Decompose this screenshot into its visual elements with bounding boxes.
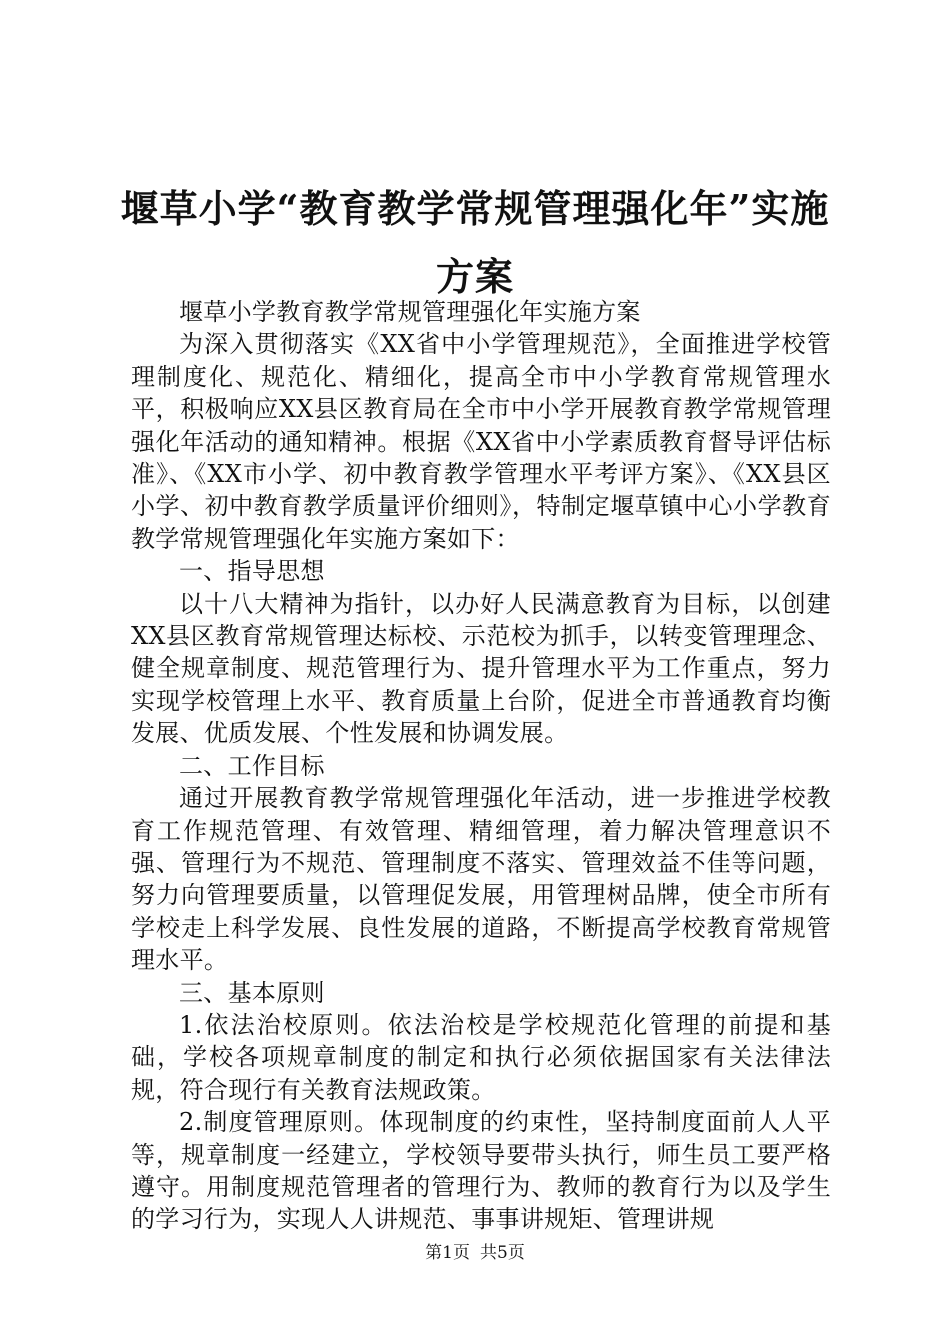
document-body [131,296,831,1236]
page-number: 第1页 [425,1243,470,1263]
paragraph-principle-2: 2.制度管理原则。体现制度的约束性，坚持制度面前人人平等，规章制度一经建立，学校领导要带头执行，师生员工要严格遵守。用制度规范管理者的管理行为、教师的教育行为以及学生的学习行为，实现人人讲规范、事事讲规矩、管理讲规 [131,1108,831,1234]
document-title: 堰草小学“教育教学常规管理强化年”实施方案 [120,186,830,300]
section-heading-guiding-ideology: 一、指导思想 [179,557,325,586]
page-footer [0,1241,950,1265]
paragraph-guiding-ideology: 以十八大精神为指针，以办好人民满意教育为目标，以创建XX县区教育常规管理达标校、示范校为抓手，以转变管理理念、健全规章制度、规范管理行为、提升管理水平为工作重点，努力实现学校管理上水平、教育质量上台阶，促进全市普通教育均衡发展、优质发展、个性发展和协调发展。 [131,589,831,748]
section-heading-work-goals: 二、工作目标 [179,751,325,780]
paragraph-principle-1: 1.依法治校原则。依法治校是学校规范化管理的前提和基础，学校各项规章制度的制定和执行必须依据国家有关法律法规，符合现行有关教育法规政策。 [131,1010,831,1104]
paragraph-intro: 为深入贯彻落实《XX省中小学管理规范》，全面推进学校管理制度化、规范化、精细化，提高全市中小学教育常规管理水平，积极响应XX县区教育局在全市中小学开展教育教学常规管理强化年活动的通知精神。根据《XX省中小学素质教育督导评估标准》、《XX市小学、初中教育教学管理水平考评方案》、《XX县区小学、初中教育教学质量评价细则》，特制定堰草镇中心小学教育教学常规管理强化年实施方案如下： [131,330,831,553]
paragraph-work-goals: 通过开展教育教学常规管理强化年活动，进一步推进学校教育工作规范管理、有效管理、精细管理，着力解决管理意识不强、管理行为不规范、管理制度不落实、管理效益不佳等问题，努力向管理要质量，以管理促发展，用管理树品牌，使全市所有学校走上科学发展、良性发展的道路，不断提高学校教育常规管理水平。 [131,784,831,975]
page-total: 共5页 [480,1243,525,1263]
section-heading-basic-principles: 三、基本原则 [179,978,325,1007]
paragraph-subtitle: 堰草小学教育教学常规管理强化年实施方案 [179,298,641,326]
